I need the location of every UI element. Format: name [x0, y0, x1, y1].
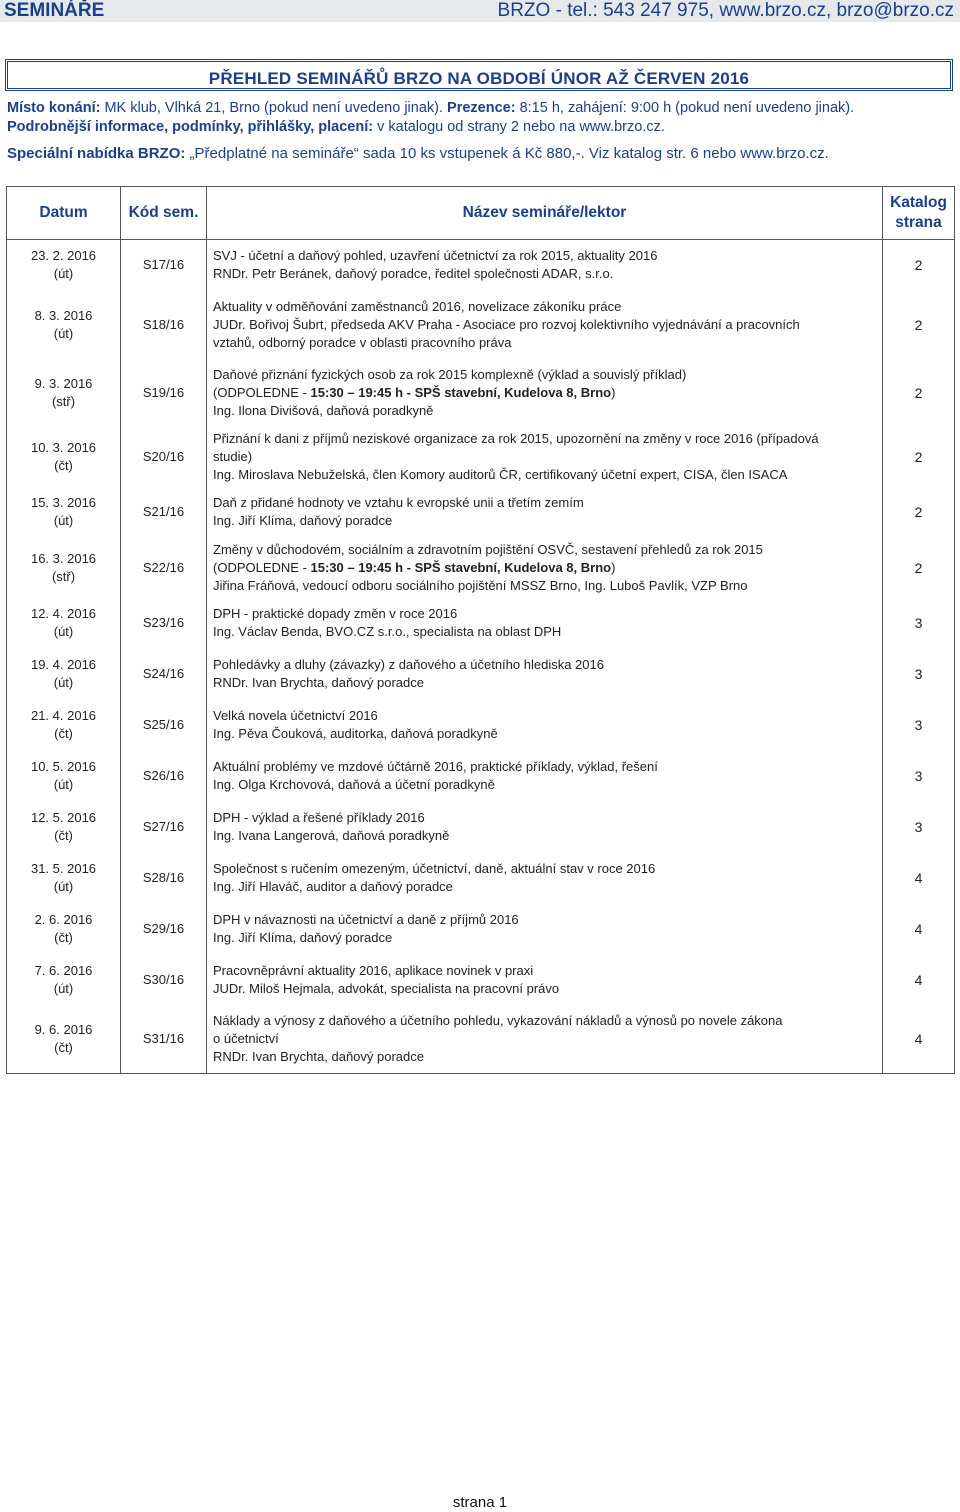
- venue-text: MK klub, Vlhká 21, Brno (pokud není uvedeno jinak).: [100, 100, 448, 116]
- table-row: [7, 538, 955, 598]
- cell-code: S30/16: [121, 955, 207, 1006]
- cell-code: S26/16: [121, 751, 207, 802]
- cell-code: S25/16: [121, 700, 207, 751]
- cell-date: [7, 700, 121, 751]
- seminar-title-line: Aktuální problémy ve mzdové účtárně 2016, praktické příklady, výklad, řešení: [213, 759, 658, 774]
- date-value: 10. 3. 2016: [30, 439, 97, 455]
- date-value: 21. 4. 2016: [30, 708, 97, 723]
- date-value: 9. 6. 2016: [34, 1022, 93, 1038]
- cell-catalog-page: 2: [883, 359, 955, 427]
- seminar-title-line: studie): [213, 448, 253, 464]
- weekday-value: (út): [53, 777, 74, 792]
- cell-date: [7, 538, 121, 598]
- header-page: [883, 187, 955, 240]
- cell-date: [7, 598, 121, 649]
- venue-note-line: [213, 559, 882, 577]
- seminar-title-line: Daňové přiznání fyzických osob za rok 2015 komplexně (výklad a souvislý příklad): [213, 366, 687, 382]
- date-value: 8. 3. 2016: [34, 307, 93, 323]
- offer-text: „Předplatné na semináře“ sada 10 ks vstupenek á Kč 880,-. Viz katalog str. 6 nebo www.brzo.cz.: [185, 145, 829, 162]
- weekday-value: (čt): [54, 930, 73, 945]
- date-value: 7. 6. 2016: [34, 963, 93, 978]
- page-title: PŘEHLED SEMINÁŘŮ BRZO NA OBDOBÍ ÚNOR AŽ ČERVEN 2016: [208, 69, 750, 88]
- presence-text: 8:15 h, zahájení: 9:00 h (pokud není uvedeno jinak).: [515, 100, 855, 116]
- details-label: Podrobnější informace, podmínky, přihlášky, placení:: [7, 119, 374, 135]
- cell-code: S19/16: [121, 359, 207, 427]
- cell-date: [7, 751, 121, 802]
- date-value: 15. 3. 2016: [30, 495, 97, 510]
- contact-info: BRZO - tel.: 543 247 975, www.brzo.cz, brzo@brzo.cz: [497, 0, 954, 21]
- cell-date: [7, 853, 121, 904]
- table-row: [7, 487, 955, 538]
- venue-note-prefix: (ODPOLEDNE -: [213, 384, 311, 400]
- date-value: 10. 5. 2016: [30, 759, 97, 774]
- cell-code: S17/16: [121, 240, 207, 291]
- cell-date: [7, 240, 121, 291]
- cell-name: [207, 359, 883, 427]
- cell-name: [207, 955, 883, 1006]
- presence-label: Prezence:: [447, 100, 516, 116]
- weekday-value: (út): [53, 879, 74, 894]
- seminar-title-line: Aktuality v odměňování zaměstnanců 2016, novelizace zákoníku práce: [213, 298, 622, 314]
- seminar-title-line: DPH - výklad a řešené příklady 2016: [213, 810, 425, 825]
- cell-catalog-page: 4: [883, 853, 955, 904]
- cell-catalog-page: 3: [883, 649, 955, 700]
- table-row: [7, 649, 955, 700]
- venue-note-bold: 15:30 – 19:45 h - SPŠ stavební, Kudelova 8, Brno: [310, 559, 612, 575]
- lecturer-line: Ing. Ivana Langerová, daňová poradkyně: [213, 828, 450, 843]
- cell-code: S21/16: [121, 487, 207, 538]
- special-offer-info: [7, 144, 829, 164]
- lecturer-line: RNDr. Ivan Brychta, daňový poradce: [213, 1049, 424, 1065]
- cell-code: S20/16: [121, 427, 207, 487]
- lecturer-line: Ing. Ilona Divišová, daňová poradkyně: [213, 402, 434, 418]
- cell-catalog-page: 4: [883, 1006, 955, 1074]
- lecturer-line: Ing. Václav Benda, BVO.CZ s.r.o., specialista na oblast DPH: [213, 624, 562, 639]
- weekday-value: (út): [53, 513, 74, 528]
- offer-label: Speciální nabídka BRZO:: [7, 145, 186, 162]
- seminar-title-line: Daň z přidané hodnoty ve vztahu k evropské unii a třetím zemím: [213, 495, 584, 510]
- cell-date: [7, 1006, 121, 1074]
- cell-catalog-page: 3: [883, 700, 955, 751]
- date-value: 12. 5. 2016: [30, 810, 97, 825]
- seminar-title-line: Přiznání k dani z příjmů neziskové organizace za rok 2015, upozornění na změny v roce 2016 (případová: [213, 430, 819, 446]
- table-row: [7, 427, 955, 487]
- header-bar: [0, 0, 960, 22]
- venue-note-suffix: ): [611, 559, 616, 575]
- cell-name: [207, 240, 883, 291]
- cell-date: [7, 487, 121, 538]
- seminar-table: [6, 186, 955, 1074]
- cell-name: [207, 598, 883, 649]
- date-value: 16. 3. 2016: [30, 550, 97, 566]
- cell-name: [207, 487, 883, 538]
- lecturer-line: Ing. Jiří Klíma, daňový poradce: [213, 513, 393, 528]
- table-row: [7, 598, 955, 649]
- table-header-row: [7, 187, 955, 240]
- cell-code: S29/16: [121, 904, 207, 955]
- cell-date: [7, 904, 121, 955]
- cell-catalog-page: 3: [883, 751, 955, 802]
- title-box: [5, 59, 953, 91]
- cell-date: [7, 649, 121, 700]
- weekday-value: (út): [53, 325, 74, 341]
- page-number: strana 1: [452, 1494, 508, 1511]
- details-text: v katalogu od strany 2 nebo na www.brzo.cz.: [373, 119, 665, 135]
- weekday-value: (út): [53, 624, 74, 639]
- weekday-value: (út): [53, 675, 74, 690]
- cell-date: [7, 802, 121, 853]
- weekday-value: (stř): [51, 393, 76, 409]
- cell-name: [207, 427, 883, 487]
- lecturer-line: JUDr. Miloš Hejmala, advokát, specialista na pracovní právo: [213, 981, 560, 996]
- weekday-value: (čt): [54, 726, 73, 741]
- cell-name: [207, 904, 883, 955]
- section-title: SEMINÁŘE: [4, 0, 105, 21]
- seminar-title-line: Náklady a výnosy z daňového a účetního pohledu, vykazování nákladů a výnosů po novele zákona: [213, 1013, 783, 1029]
- seminar-title-line: SVJ - účetní a daňový pohled, uzavření účetnictví za rok 2015, aktuality 2016: [213, 248, 658, 264]
- cell-code: S23/16: [121, 598, 207, 649]
- cell-code: S31/16: [121, 1006, 207, 1074]
- header-page-line1: Katalog: [890, 194, 947, 211]
- cell-code: S22/16: [121, 538, 207, 598]
- cell-name: [207, 751, 883, 802]
- details-info: [7, 117, 665, 137]
- cell-code: S27/16: [121, 802, 207, 853]
- seminar-title-line: Pracovněprávní aktuality 2016, aplikace novinek v praxi: [213, 963, 534, 978]
- cell-code: S18/16: [121, 291, 207, 359]
- table-row: [7, 955, 955, 1006]
- table-row: [7, 853, 955, 904]
- cell-name: [207, 802, 883, 853]
- cell-catalog-page: 3: [883, 802, 955, 853]
- lecturer-line: Ing. Miroslava Nebuželská, člen Komory auditorů ČR, certifikovaný účetní expert, CISA, člen ISACA: [213, 466, 788, 482]
- seminar-title-line: o účetnictví: [213, 1031, 279, 1047]
- weekday-value: (út): [53, 981, 74, 996]
- lecturer-line: RNDr. Ivan Brychta, daňový poradce: [213, 675, 424, 690]
- cell-name: [207, 291, 883, 359]
- cell-catalog-page: 4: [883, 955, 955, 1006]
- cell-catalog-page: 2: [883, 538, 955, 598]
- venue-note-bold: 15:30 – 19:45 h - SPŠ stavební, Kudelova 8, Brno: [310, 384, 612, 400]
- cell-date: [7, 427, 121, 487]
- table-row: [7, 1006, 955, 1074]
- lecturer-line: Ing. Olga Krchovová, daňová a účetní poradkyně: [213, 777, 495, 792]
- cell-code: S24/16: [121, 649, 207, 700]
- lecturer-line: RNDr. Petr Beránek, daňový poradce, ředitel společnosti ADAR, s.r.o.: [213, 266, 614, 282]
- cell-date: [7, 955, 121, 1006]
- header-page-line2: strana: [895, 214, 942, 231]
- seminar-title-line: Pohledávky a dluhy (závazky) z daňového a účetního hlediska 2016: [213, 657, 604, 672]
- seminar-title-line: Společnost s ručením omezeným, účetnictví, daně, aktuální stav v roce 2016: [213, 861, 656, 876]
- cell-catalog-page: 2: [883, 487, 955, 538]
- cell-catalog-page: 2: [883, 427, 955, 487]
- date-value: 23. 2. 2016: [30, 248, 97, 264]
- lecturer-line: vztahů, odborný poradce v oblasti pracovního práva: [213, 334, 512, 350]
- lecturer-line: Jiřina Fráňová, vedoucí odboru sociálního pojištění MSSZ Brno, Ing. Luboš Pavlík, VZP Brno: [213, 577, 748, 593]
- seminar-title-line: Změny v důchodovém, sociálním a zdravotním pojištění OSVČ, sestavení přehledů za rok 2015: [213, 541, 763, 557]
- cell-catalog-page: 2: [883, 240, 955, 291]
- table-row: [7, 291, 955, 359]
- date-value: 19. 4. 2016: [30, 657, 97, 672]
- table-row: [7, 359, 955, 427]
- header-name: Název semináře/lektor: [207, 187, 883, 240]
- table-row: [7, 700, 955, 751]
- cell-catalog-page: 3: [883, 598, 955, 649]
- lecturer-line: Ing. Jiří Klíma, daňový poradce: [213, 930, 393, 945]
- weekday-value: (čt): [54, 1040, 73, 1056]
- lecturer-line: Ing. Jiří Hlaváč, auditor a daňový poradce: [213, 879, 453, 894]
- venue-note-line: [213, 384, 882, 402]
- cell-catalog-page: 4: [883, 904, 955, 955]
- date-value: 2. 6. 2016: [34, 912, 93, 927]
- venue-label: Místo konání:: [7, 100, 101, 116]
- date-value: 9. 3. 2016: [34, 375, 93, 391]
- header-date: Datum: [7, 187, 121, 240]
- cell-name: [207, 853, 883, 904]
- table-row: [7, 751, 955, 802]
- seminar-title-line: JUDr. Bořivoj Šubrt, předseda AKV Praha - Asociace pro rozvoj kolektivního vyjednávání a pracovních: [213, 316, 800, 332]
- weekday-value: (čt): [54, 828, 73, 843]
- cell-code: S28/16: [121, 853, 207, 904]
- table-row: [7, 802, 955, 853]
- lecturer-line: Ing. Pěva Čouková, auditorka, daňová poradkyně: [213, 726, 498, 741]
- weekday-value: (stř): [51, 568, 76, 584]
- date-value: 31. 5. 2016: [30, 861, 97, 876]
- cell-date: [7, 359, 121, 427]
- weekday-value: (čt): [54, 457, 73, 473]
- venue-note-suffix: ): [611, 384, 616, 400]
- cell-name: [207, 700, 883, 751]
- seminar-title-line: DPH - praktické dopady změn v roce 2016: [213, 606, 458, 621]
- cell-date: [7, 291, 121, 359]
- table-row: [7, 240, 955, 291]
- seminar-title-line: DPH v návaznosti na účetnictví a daně z příjmů 2016: [213, 912, 519, 927]
- weekday-value: (út): [53, 266, 74, 282]
- cell-catalog-page: 2: [883, 291, 955, 359]
- cell-name: [207, 1006, 883, 1074]
- date-value: 12. 4. 2016: [30, 606, 97, 621]
- venue-info: [7, 98, 854, 118]
- header-code: Kód sem.: [121, 187, 207, 240]
- table-row: [7, 904, 955, 955]
- cell-name: [207, 649, 883, 700]
- cell-name: [207, 538, 883, 598]
- venue-note-prefix: (ODPOLEDNE -: [213, 559, 311, 575]
- seminar-title-line: Velká novela účetnictví 2016: [213, 708, 378, 723]
